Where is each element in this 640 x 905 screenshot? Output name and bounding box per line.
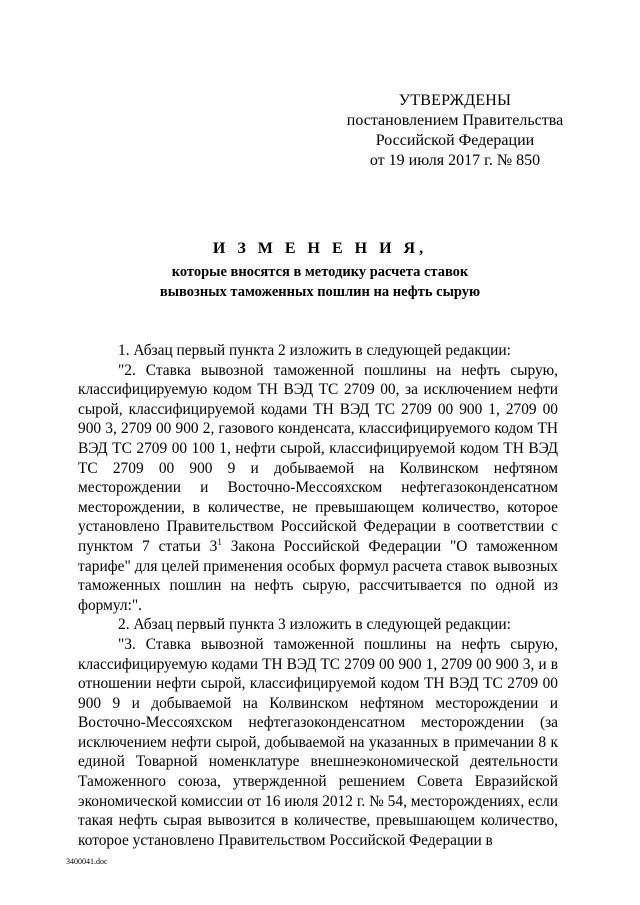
document-subtitle-line-2: вывозных таможенных пошлин на нефть сырую [159,284,481,300]
document-heading [0,236,640,302]
paragraph-1: 1. Абзац первый пункта 2 изложить в следующей редакции: [118,342,511,359]
approval-line-2: Российской Федерации [375,132,535,149]
paragraph-2-superscript: 1 [217,536,222,547]
paragraph-3: 2. Абзац первый пункта 3 изложить в следующей редакции: [118,616,511,634]
approval-line-1: постановлением Правительства [346,112,564,129]
document-body [78,341,558,850]
document-title: И З М Е Н Е Н И Я, [212,240,428,257]
paragraph-2-text-end: Закона Российской Федерации "О таможенном тарифе" для целей применения особых формул расчета ставок вывозных таможенных пошлин на нефть сырую, рассчитывается по одной из формул:". [78,537,558,614]
paragraph-4: "3. Ставка вывозной таможенной пошлины на нефть сырую, классифицируемую кодами ТН ВЭД ТС 2709 00 900 1, 2709 00 900 3, и в отношении нефти сырой, классифицируемой кодом ТН ВЭД ТС 2709 00 900 9 и добываемой на Колвинском нефтяном месторождении и Восточно-Мессояхском нефтегазоконденсатном месторождении (за исключением нефти сырой, добываемой на указанных в примечании 8 к единой Товарной номенклатуре внешнеэкономической деятельности Таможенного союза, утвержденной решением Совета Евразийской экономической комиссии от 16 июля 2012 г. № 54, месторождениях, если такая нефть сырая вывозится в количестве, превышающем количество, которое установлено Правительством Российской Федерации в [78,635,558,849]
document-subtitle-line-1: которые вносятся в методику расчета ставок [171,264,469,280]
document-file-reference: 3400041.doc [66,857,108,866]
paragraph-2 [78,361,558,616]
paragraph-2-text-start: "2. Ставка вывозной таможенной пошлины на нефть сырую, классифицируемую кодом ТН ВЭД ТС 2709 00, за исключением нефти сырой, классифицируемой кодами ТН ВЭД ТС 2709 00 900 1, 2709 00 900 3, 2709 00 900 2, газового конденсата, классифицируемого кодом ТН ВЭД ТС 2709 00 100 1, нефти сырой, классифицируемой кодом ТН ВЭД ТС 2709 00 900 9 и добываемой на Колвинском нефтяном месторождении и Восточно-Мессояхском нефтегазоконденсатном месторождении, в количестве, не превышающем количество, которое установлено Правительством Российской Федерации в соответствии с пунктом 7 статьи 3 [78,361,558,555]
approval-title: УТВЕРЖДЕНЫ [398,92,512,109]
approval-line-3: от 19 июля 2017 г. № 850 [369,152,541,169]
approval-block [330,91,580,171]
